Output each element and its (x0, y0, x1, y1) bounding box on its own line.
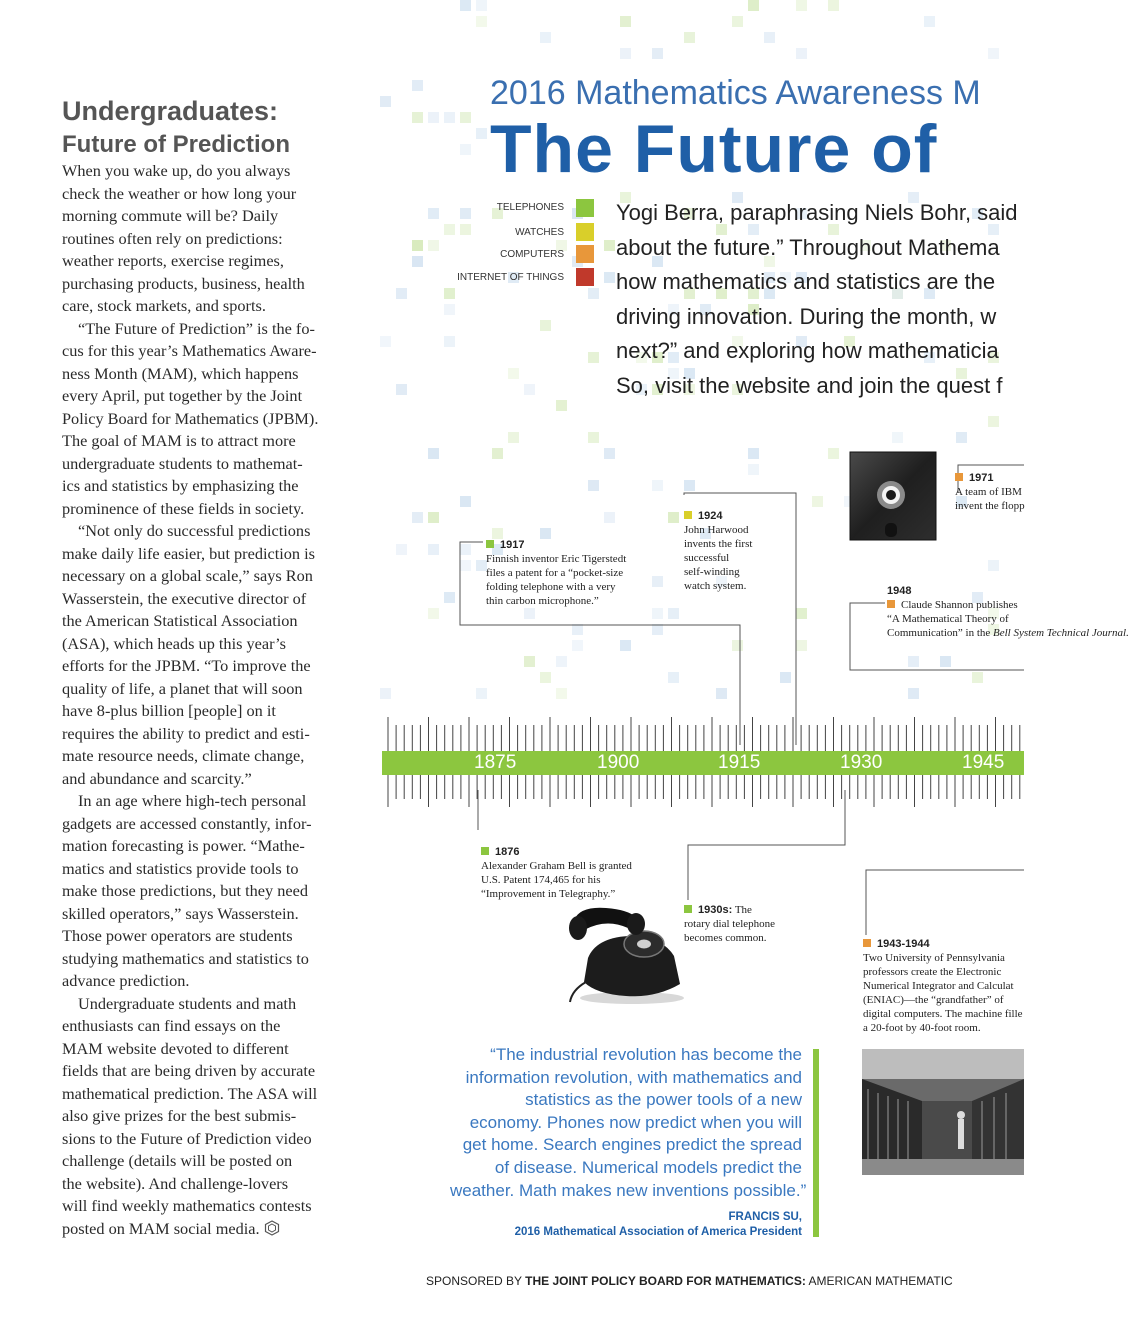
event-text: “A Mathematical Theory of (887, 613, 1009, 625)
legend-swatch-telephones (576, 199, 594, 217)
article-line: every April, put together by the Joint (62, 386, 303, 405)
article-line (62, 1218, 350, 1241)
legend-swatch-internet-of-things (576, 268, 594, 286)
event-year: 1924 (698, 510, 723, 522)
computer-marker-icon (955, 473, 963, 481)
article-line: requires the ability to predict and esti- (62, 723, 310, 743)
event-text: self-winding (684, 566, 740, 578)
sponsor-board: THE JOINT POLICY BOARD FOR MATHEMATICS: (525, 1274, 806, 1288)
event-text: invent the flopp (955, 500, 1025, 512)
end-mark-icon (264, 1220, 280, 1236)
article-line: mation forecasting is power. “Mathe- (62, 836, 305, 855)
article-line: When you wake up, do you always (62, 161, 291, 180)
article-line: advance prediction. (62, 971, 190, 990)
quote-line: economy. Phones now predict when you will (469, 1112, 802, 1132)
event-text: thin carbon microphone.” (486, 595, 599, 607)
intro-line: So, visit the website and join the quest f (616, 372, 1003, 398)
article-line: (ASA), which heads up this year’s (62, 633, 286, 653)
article-line: routines often rely on predictions: (62, 228, 283, 248)
event-year: 1948 (887, 585, 912, 597)
event-1943-1944 (863, 937, 1024, 1035)
event-text: successful (684, 552, 730, 564)
event-text: Two University of Pennsylvania (863, 952, 1005, 964)
quote-accent-bar (813, 1049, 819, 1237)
event-text: Claude Shannon publishes (901, 599, 1018, 611)
event-year: 1971 (969, 472, 994, 484)
article-line: ness Month (MAM), which happens (62, 363, 299, 383)
article-line: mathematical prediction. The ASA will (62, 1083, 318, 1103)
event-text: folding telephone with a very (486, 581, 616, 593)
article-line: make those predictions, but they need (62, 881, 308, 900)
article-line: sions to the Future of Prediction video (62, 1128, 312, 1148)
eniac-photo (862, 1049, 1024, 1175)
timeline-year-1875: 1875 (474, 752, 517, 773)
article-line: efforts for the JPBM. “To improve the (62, 656, 311, 675)
article-line: have 8-plus billion [people] on it (62, 701, 276, 720)
article-line: and abundance and scarcity.” (62, 768, 252, 788)
quote-line: get home. Search engines predict the spread (462, 1135, 802, 1155)
legend (404, 196, 600, 296)
article-line: quality of life, a planet that will soon (62, 678, 303, 698)
article-line: purchasing products, business, health (62, 273, 305, 293)
event-kicker: 2016 Mathematics Awareness M (490, 74, 981, 112)
computer-marker-icon (863, 939, 871, 947)
telephone-marker-icon (684, 905, 692, 913)
article-line: fields that are being driven by accurate (62, 1061, 316, 1080)
telephone-marker-icon (481, 847, 489, 855)
event-text: Finnish inventor Eric Tigerstedt (486, 553, 627, 565)
event-text: watch system. (684, 580, 747, 592)
watch-marker-icon (684, 511, 692, 519)
article-line: Those power operators are students (62, 926, 293, 945)
article-line: prominence of these fields in society. (62, 498, 305, 518)
journal-title: Bell System Technical Journal. (993, 627, 1129, 639)
article-line: studying mathematics and statistics to (62, 948, 309, 968)
event-1917 (486, 538, 656, 608)
event-1948 (887, 584, 1129, 640)
timeline-year-1945: 1945 (962, 752, 1005, 773)
intro-line: next?” and exploring how mathematicia (616, 338, 999, 363)
legend-label-watches: WATCHES (515, 227, 564, 238)
event-text: rotary dial telephone (684, 918, 776, 930)
article-line: the American Statistical Association (62, 611, 298, 630)
article-line: the website). And challenge-lovers (62, 1173, 289, 1193)
quote-line: information revolution, with mathematics and (465, 1067, 802, 1087)
event-text: Numerical Integrator and Calculat (863, 980, 1014, 992)
article-subtitle: Future of Prediction (62, 131, 290, 158)
article-line: Policy Board for Mathematics (JPBM). (62, 408, 319, 428)
intro-line: driving innovation. During the month, w (616, 303, 997, 329)
article-line: Wasserstein, the executive director of (62, 588, 307, 608)
legend-label-computers: COMPUTERS (500, 249, 564, 260)
article-line: In an age where high-tech personal (78, 791, 307, 810)
rotary-telephone-image (566, 898, 692, 1006)
sponsor-suffix: AMERICAN MATHEMATIC (808, 1274, 953, 1288)
quote-line: weather. Math makes new inventions possible.” (450, 1180, 807, 1200)
intro-paragraph (616, 196, 1018, 403)
legend-swatch-watches (576, 223, 594, 241)
event-1876 (481, 845, 681, 901)
article-line: undergraduate students to mathemat- (62, 453, 303, 473)
intro-line: about the future.” Throughout Mathema (616, 234, 1000, 260)
intro-line: how mathematics and statistics are the (616, 269, 996, 294)
article-line: MAM website devoted to different (62, 1038, 289, 1058)
timeline-year-1900: 1900 (597, 752, 640, 773)
event-text: A team of IBM (955, 486, 1022, 498)
event-year: 1943-1944 (877, 938, 930, 950)
article-line: also give prizes for the best submis- (62, 1106, 297, 1125)
article-line: necessary on a global scale,” says Ron (62, 566, 313, 585)
legend-swatch-computers (576, 245, 594, 263)
headline: The Future of (490, 111, 938, 187)
article-line: The goal of MAM is to attract more (62, 431, 296, 450)
article-line: cus for this year’s Mathematics Aware- (62, 341, 317, 360)
event-text: a 20-foot by 40-foot room. (863, 1022, 981, 1034)
floppy-disk-image (849, 451, 937, 541)
event-text: digital computers. The machine fille (863, 1008, 1023, 1020)
article-line: ics and statistics by emphasizing the (62, 476, 299, 495)
article-line: care, stock markets, and sports. (62, 296, 266, 315)
article-line: “Not only do successful predictions (78, 521, 311, 540)
event-year: 1930s: (698, 904, 733, 916)
article-line: gadgets are accessed constantly, infor- (62, 813, 312, 833)
article-line: matics and statistics provide tools to (62, 858, 299, 878)
event-text: “Improvement in Telegraphy.” (481, 888, 616, 900)
article-title: Undergraduates: (62, 96, 279, 126)
intro-line: Yogi Berra, paraphrasing Niels Bohr, said (616, 200, 1018, 225)
event-text: John Harwood (684, 524, 749, 536)
legend-label-internet-of-things: INTERNET OF THINGS (457, 272, 564, 283)
computer-marker-icon (887, 600, 895, 608)
article-line: mate resource needs, climate change, (62, 746, 305, 765)
article-last-line: posted on MAM social media. (62, 1218, 260, 1238)
event-text: becomes common. (684, 932, 767, 944)
sponsor-prefix: SPONSORED BY (426, 1274, 522, 1288)
event-text: U.S. Patent 174,465 for his (481, 874, 601, 886)
article-line: “The Future of Prediction” is the fo- (78, 318, 315, 338)
quote-line: “The industrial revolution has become the (490, 1045, 802, 1064)
timeline-year-1930: 1930 (840, 752, 883, 773)
article-line: Undergraduate students and math (78, 993, 297, 1013)
event-text: professors create the Electronic (863, 966, 1002, 978)
event-text: The (734, 904, 752, 916)
event-1930s (684, 903, 804, 945)
event-text: invents the first (684, 538, 753, 550)
quote-line: of disease. Numerical models predict the (494, 1157, 802, 1177)
article-line: check the weather or how long your (62, 183, 297, 203)
article-line: enthusiasts can find essays on the (62, 1016, 281, 1035)
article-line: weather reports, exercise regimes, (62, 251, 284, 270)
article-body (62, 160, 350, 1240)
quote-author-title: 2016 Mathematical Association of America President (514, 1226, 802, 1238)
telephone-marker-icon (486, 540, 494, 548)
timeline-year-1915: 1915 (718, 752, 761, 773)
article-line: make daily life easier, but prediction is (62, 543, 315, 563)
event-text: (ENIAC)—the “grandfather” of (863, 994, 1004, 1006)
event-year: 1876 (495, 846, 520, 858)
article-line: challenge (details will be posted on (62, 1151, 293, 1170)
event-year: 1917 (500, 539, 525, 551)
quote-attribution (450, 1210, 802, 1240)
quote-author: FRANCIS SU, (728, 1211, 802, 1223)
event-1971 (955, 471, 1024, 513)
event-text: files a patent for a “pocket-size (486, 567, 624, 579)
legend-label-telephones: TELEPHONES (496, 202, 564, 213)
article-line: morning commute will be? Daily (62, 206, 279, 225)
event-text: Communication” in the (887, 627, 991, 639)
event-text: Alexander Graham Bell is granted (481, 860, 632, 872)
article-line: will find weekly mathematics contests (62, 1196, 312, 1215)
quote-line: statistics as the power tools of a new (525, 1090, 802, 1110)
article-line: skilled operators,” says Wasserstein. (62, 903, 299, 923)
pull-quote (450, 1044, 807, 1202)
event-1924 (684, 509, 784, 593)
sponsor-footer (426, 1274, 953, 1288)
